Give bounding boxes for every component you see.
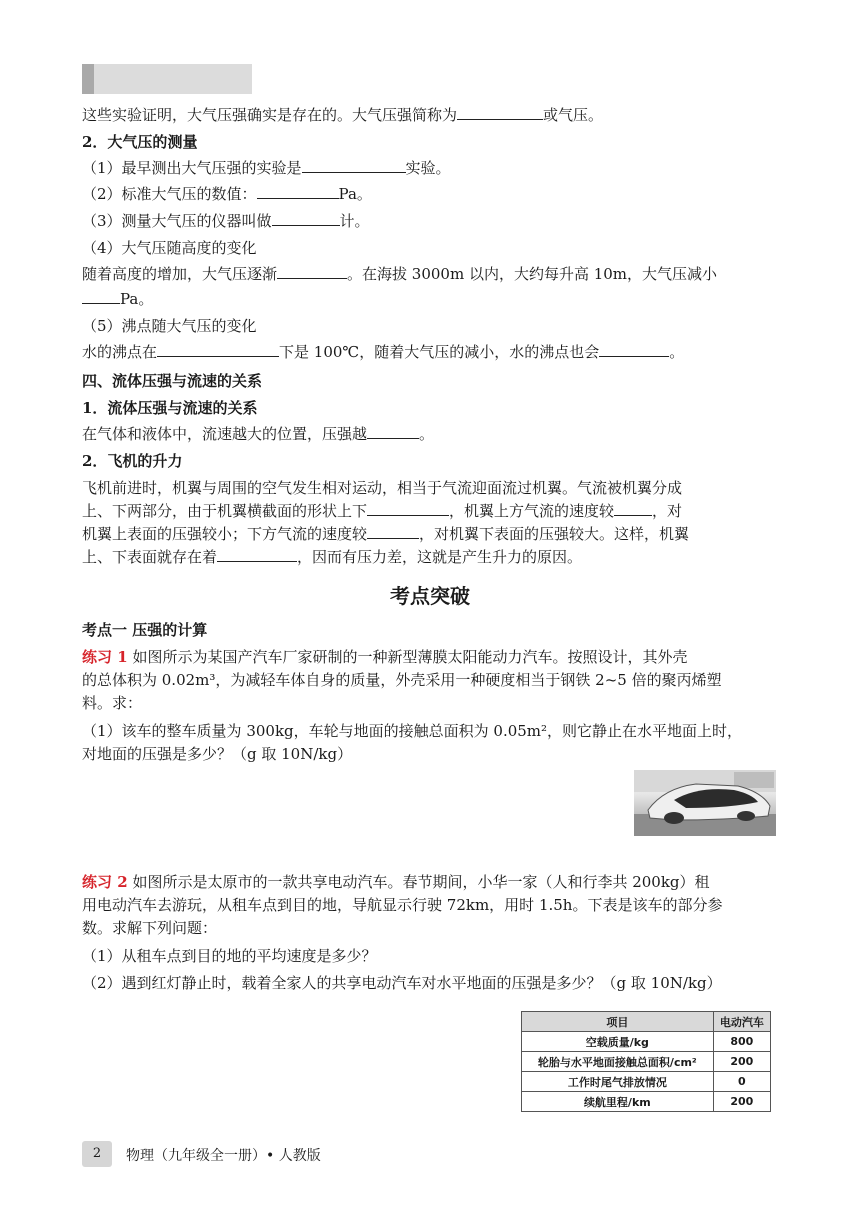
text: 如图所示为某国产汽车厂家研制的一种新型薄膜太阳能动力汽车。按照设计，其外壳 [127, 648, 688, 666]
table-cell: 200 [713, 1092, 770, 1112]
answer-blank[interactable] [367, 524, 419, 539]
table-cell: 800 [713, 1032, 770, 1052]
table-row [522, 1052, 771, 1072]
question-4-body [82, 263, 717, 285]
section-heading: 四、流体压强与流速的关系 [82, 372, 263, 390]
text: ，对机翼下表面的压强较大。这样，机翼 [419, 525, 690, 543]
text: 。 [669, 343, 685, 361]
table-cell: 续航里程/km [522, 1092, 714, 1112]
spec-table [521, 1011, 771, 1112]
page-number: 2 [82, 1141, 112, 1167]
answer-blank[interactable] [82, 289, 120, 304]
text: 机翼上表面的压强较小；下方气流的速度较 [82, 525, 368, 543]
intro-line [82, 104, 603, 126]
header-bar [82, 64, 252, 94]
answer-blank[interactable] [217, 547, 297, 562]
answer-blank[interactable] [157, 342, 279, 357]
exercise-1-question: （1）该车的整车质量为 300kg，车轮与地面的接触总面积为 0.05m²，则它静止在水平地面上时， [82, 722, 743, 740]
solar-car-photo [634, 770, 776, 836]
question-5-body [82, 341, 684, 363]
text: （3）测量大气压的仪器叫做 [82, 212, 272, 230]
topic-heading: 考点一 压强的计算 [82, 621, 208, 639]
section-heading: 2．大气压的测量 [82, 133, 198, 151]
text: 。在海拔 3000m 以内，大约每升高 10m，大气压减小 [347, 265, 718, 283]
subsection-heading: 1．流体压强与流速的关系 [82, 399, 258, 417]
text: 计。 [339, 212, 370, 230]
text: 这些实验证明，大气压强确实是存在的。大气压强简称为 [82, 106, 458, 124]
exercise-label: 练习 2 [82, 873, 128, 891]
question-2 [82, 183, 372, 205]
answer-blank[interactable] [277, 264, 347, 279]
text: Pa。 [120, 290, 154, 308]
question-4-body-cont [82, 288, 153, 310]
exercise-1-question: 对地面的压强是多少？（g 取 10N/kg） [82, 745, 353, 763]
text: （2）标准大气压的数值： [82, 185, 257, 203]
text: 如图所示是太原市的一款共享电动汽车。春节期间，小华一家（人和行李共 200kg）租 [127, 873, 710, 891]
paragraph-line [82, 523, 689, 545]
exercise-2-question: （2）遇到红灯静止时，载着全家人的共享电动汽车对水平地面的压强是多少？（g 取 10N/kg） [82, 974, 722, 992]
section-title: 考点突破 [390, 584, 470, 608]
table-cell: 轮胎与水平地面接触总面积/cm² [522, 1052, 714, 1072]
answer-blank[interactable] [257, 184, 339, 199]
table-row [522, 1032, 771, 1052]
text: 上、下两部分，由于机翼横截面的形状上下 [82, 502, 368, 520]
table-header-row [522, 1012, 771, 1032]
subsection-heading: 2．飞机的升力 [82, 452, 183, 470]
text: 在气体和液体中，流速越大的位置，压强越 [82, 425, 368, 443]
answer-blank[interactable] [367, 424, 419, 439]
exercise-2-line [82, 871, 710, 893]
answer-blank[interactable] [457, 105, 543, 120]
exercise-1-line: 料。求： [82, 694, 143, 712]
answer-blank[interactable] [302, 158, 406, 173]
table-header: 电动汽车 [713, 1012, 770, 1032]
paragraph-line [82, 423, 434, 445]
table-cell: 工作时尾气排放情况 [522, 1072, 714, 1092]
table-cell: 0 [713, 1072, 770, 1092]
question-3 [82, 210, 370, 232]
answer-blank[interactable] [367, 501, 449, 516]
table-cell: 空载质量/kg [522, 1032, 714, 1052]
answer-blank[interactable] [614, 501, 652, 516]
exercise-label: 练习 1 [82, 648, 128, 666]
paragraph-line [82, 546, 582, 568]
paragraph-line [82, 500, 682, 522]
text: 。 [419, 425, 435, 443]
text: 水的沸点在 [82, 343, 158, 361]
table-cell: 200 [713, 1052, 770, 1072]
text: 实验。 [405, 159, 451, 177]
text: ，对 [652, 502, 683, 520]
exercise-2-line: 数。求解下列问题： [82, 919, 218, 937]
question-1 [82, 157, 451, 179]
table-row [522, 1072, 771, 1092]
exercise-1-line: 的总体积为 0.02m³，为减轻车体自身的质量，外壳采用一种硬度相当于钢铁 2~5 倍的聚丙烯塑 [82, 671, 722, 689]
exercise-2-line: 用电动汽车去游玩，从租车点到目的地，导航显示行驶 72km，用时 1.5h。下表是该车的部分参 [82, 896, 723, 914]
text: 下是 100℃，随着大气压的减小，水的沸点也会 [279, 343, 600, 361]
paragraph-line: 飞机前进时，机翼与周围的空气发生相对运动，相当于气流迎面流过机翼。气流被机翼分成 [82, 479, 683, 497]
text: 上、下表面就存在着 [82, 548, 218, 566]
exercise-2-question: （1）从租车点到目的地的平均速度是多少？ [82, 947, 377, 965]
book-title: 物理（九年级全一册）• 人教版 [126, 1148, 321, 1164]
car-illustration [634, 770, 776, 836]
answer-blank[interactable] [272, 211, 340, 226]
question-5: （5）沸点随大气压的变化 [82, 317, 257, 335]
answer-blank[interactable] [599, 342, 669, 357]
text: 随着高度的增加，大气压逐渐 [82, 265, 278, 283]
text: Pa。 [338, 185, 372, 203]
text: ，因而有压力差，这就是产生升力的原因。 [297, 548, 583, 566]
table-row [522, 1092, 771, 1112]
text: 或气压。 [543, 106, 604, 124]
text: ，机翼上方气流的速度较 [449, 502, 615, 520]
table-header: 项目 [522, 1012, 714, 1032]
question-4: （4）大气压随高度的变化 [82, 239, 257, 257]
exercise-1-line [82, 646, 687, 668]
header-notch [82, 64, 94, 94]
text: （1）最早测出大气压强的实验是 [82, 159, 302, 177]
